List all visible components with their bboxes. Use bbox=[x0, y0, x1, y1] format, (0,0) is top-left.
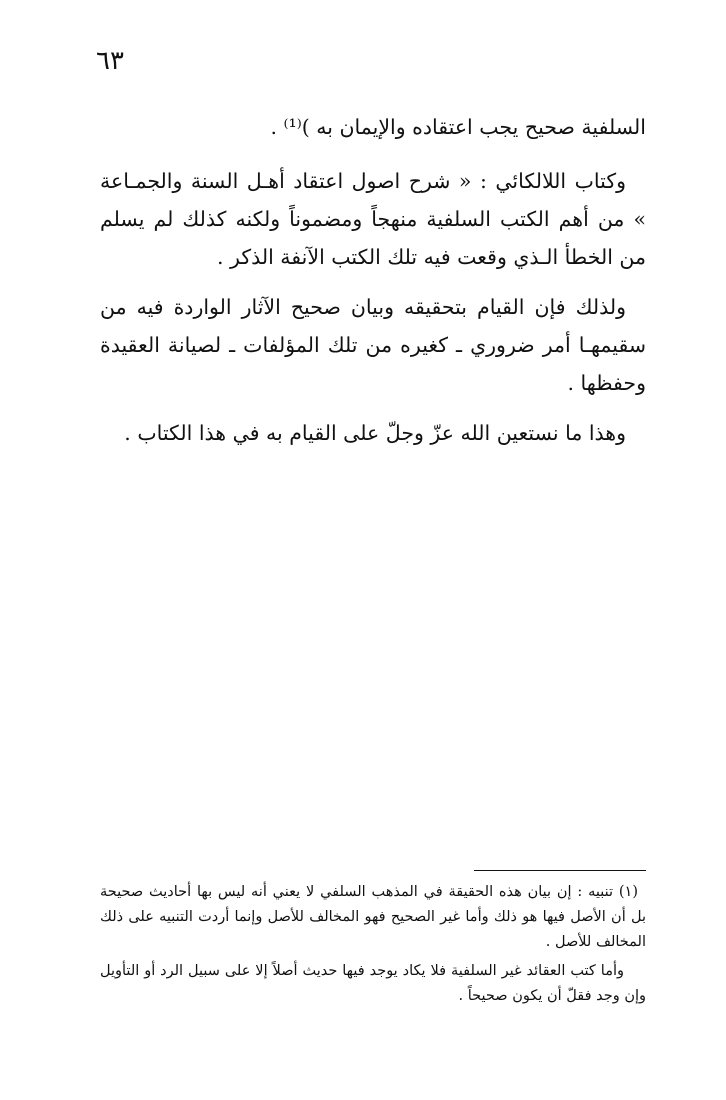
page-number: ٦٣ bbox=[96, 46, 124, 76]
paragraph-4: وهذا ما نستعين الله عزّ وجلّ على القيام به في هذا الكتاب . bbox=[124, 421, 626, 445]
main-text bbox=[100, 108, 646, 464]
footnotes bbox=[100, 880, 646, 1013]
paragraph-2: وكتاب اللالكائي : « شرح اصول اعتقاد أهـل السنة والجمـاعة » من أهم الكتب السلفية منهجاً ومضموناً ولكنه كذلك لم يسلم من الخطأ الـذي وقعت فيه تلك الكتب الآنفة الذكر . bbox=[100, 169, 646, 269]
paragraph-1: السلفية صحيح يجب اعتقاده والإيمان به )⁽¹⁾ . bbox=[270, 115, 646, 139]
footnote-separator bbox=[474, 870, 646, 871]
paragraph-3: ولذلك فإن القيام بتحقيقه وبيان صحيح الآثار الواردة فيه من سقيمهـا أمر ضروري ـ كغيره من تلك المؤلفات ـ لصيانة العقيدة وحفظها . bbox=[100, 295, 646, 395]
footnote-1-continuation: وأما كتب العقائد غير السلفية فلا يكاد يوجد فيها حديث أصلاً إلا على سبيل الرد أو التأويل وإن وجد فقلّ أن يكون صحيحاً . bbox=[100, 963, 646, 1004]
footnote-1: (١) تنبيه : إن بيان هذه الحقيقة في المذهب السلفي لا يعني أنه ليس بها أحاديث صحيحة بل أن الأصل فيها هو ذلك وأما غير الصحيح فهو المخالف للأصل وإنما أردت التنبيه على ذلك المخالف للأصل . bbox=[100, 884, 646, 950]
